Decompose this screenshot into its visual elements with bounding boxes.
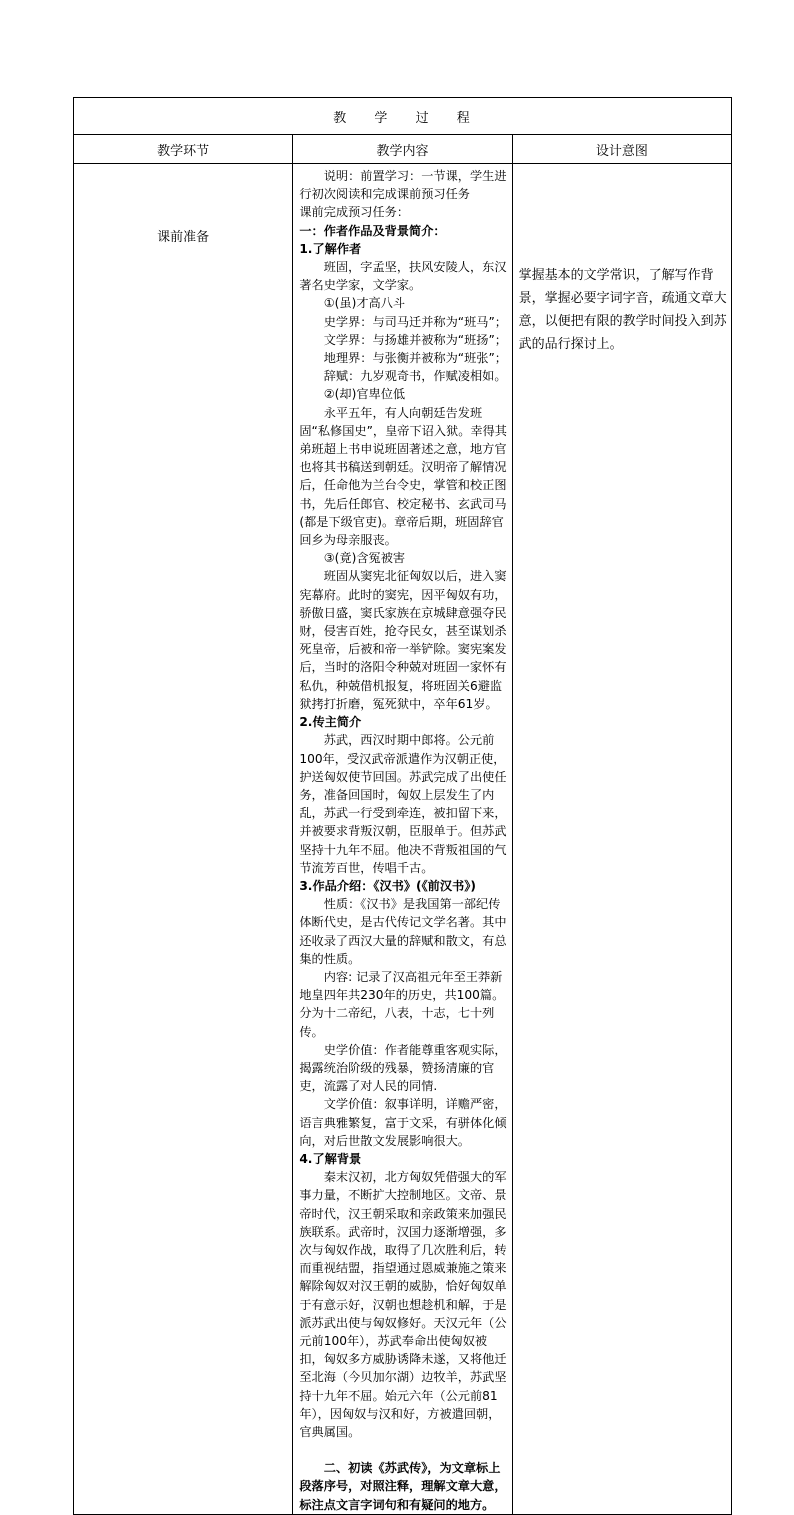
content-line: 地理界：与张衡并被称为“班张”； <box>323 351 507 366</box>
header-content: 教学内容 <box>293 135 512 164</box>
content-line: 苏武，西汉时期中郎将。公元前100年，受汉武帝派遣作为汉朝正使，护送匈奴使节回国。苏武完成了出使任务，准备回国时，匈奴上层发生了内乱，苏武一行受到牵连，被扣留下来，并被要求背叛汉朝，臣服单于。但苏武坚持十九年不屈。他决不背叛祖国的气节流芳百世，传唱千古。 <box>299 733 507 875</box>
header-stage: 教学环节 <box>74 135 293 164</box>
content-line: 秦末汉初，北方匈奴凭借强大的军事力量，不断扩大控制地区。文帝、景帝时代，汉王朝采取和亲政策来加强民族联系。武帝时，汉国力逐渐增强，多次与匈奴作战，取得了几次胜利后，转而重视结盟，指望通过恩威兼施之策来解除匈奴对汉王朝的威胁，恰好匈奴单于有意示好，汉朝也想趁机和解，于是派苏武出使与匈奴修好。天汉元年（公元前100年），苏武奉命出使匈奴被扣，匈奴多方威胁诱降未遂，又将他迁至北海（今贝加尔湖）边牧羊，苏武坚持十九年不屈。始元六年（公元前81年），因匈奴与汉和好，方被遣回朝，官典属国。 <box>299 1170 507 1440</box>
content-line: ③(竟)含冤被害 <box>323 551 406 566</box>
content-line: 二、初读《苏武传》，为文章标上段落序号，对照注释，理解文章大意，标注点文言字词句和有疑问的地方。 <box>299 1461 507 1512</box>
table-title-row <box>74 98 732 135</box>
content-line: 说明：前置学习：一节课，学生进行初次阅读和完成课前预习任务 <box>299 169 507 202</box>
table-row <box>74 164 732 1515</box>
content-line: ②(却)官卑位低 <box>323 387 406 402</box>
content-line: 课前完成预习任务： <box>299 205 410 220</box>
content-line: 4.了解背景 <box>299 1151 362 1166</box>
content-line: 文学价值：叙事详明，详赡严密，语言典雅繁复，富于文采，有骈体化倾向，对后世散文发展影响很大。 <box>299 1097 507 1148</box>
intent-cell: 掌握基本的文学常识，了解写作背景，掌握必要字词字音，疏通文章大意，以便把有限的教学时间投入到苏武的品行探讨上。 <box>512 164 731 1515</box>
content-line: 永平五年，有人向朝廷告发班固“私修国史”，皇帝下诏入狱。幸得其弟班超上书申说班固著述之意，地方官也将其书稿送到朝廷。汉明帝了解情况后，任命他为兰台令史，掌管和校正图书，先后任郎官、校定秘书、玄武司马(都是下级官吏)。章帝后期，班固辞官回乡为母亲服丧。 <box>299 405 507 548</box>
header-intent: 设计意图 <box>512 135 731 164</box>
content-line: 班固从窦宪北征匈奴以后，进入窦宪幕府。此时的窦宪，因平匈奴有功，骄傲日盛，窦氏家族在京城肆意强夺民财，侵害百姓，抢夺民女，甚至谋划杀死皇帝，后被和帝一举铲除。窦宪案发后，当时的洛阳令种兢对班固一家怀有私仇，种兢借机报复，将班固关6避监狱拷打折磨，冤死狱中，卒年61岁。 <box>299 569 507 711</box>
content-cell <box>293 164 512 1515</box>
content-line: 辞赋：九岁观奇书，作赋凌相如。 <box>323 369 507 384</box>
content-line: 2.传主简介 <box>299 715 362 730</box>
teaching-process-table <box>73 97 732 1515</box>
content-line <box>299 1441 507 1459</box>
table-header-row <box>74 135 732 164</box>
title-char: 程 <box>456 110 472 126</box>
title-char: 过 <box>415 110 431 126</box>
content-line: 性质：《汉书》是我国第一部纪传体断代史，是古代传记文学名著。其中还收录了西汉大量的辞赋和散文，有总集的性质。 <box>299 897 507 966</box>
table-title <box>74 98 732 135</box>
content-line: 一：作者作品及背景简介： <box>299 223 446 238</box>
stage-cell: 课前准备 <box>74 164 293 1515</box>
content-line: 史学界：与司马迁并称为“班马”； <box>323 314 507 329</box>
content-line: 文学界：与扬雄并被称为“班扬”； <box>323 332 507 347</box>
content-line: 1.了解作者 <box>299 241 362 256</box>
title-char: 教 <box>333 110 349 126</box>
content-line: 3.作品介绍：《汉书》(《前汉书》) <box>299 878 476 893</box>
content-line: 班固，字孟坚，扶风安陵人，东汉著名史学家，文学家。 <box>299 260 507 293</box>
content-line: 史学价值：作者能尊重客观实际，揭露统治阶级的残暴，赞扬清廉的官吏，流露了对人民的同情. <box>299 1042 507 1094</box>
content-line: ①(虽)才高八斗 <box>323 296 406 311</box>
content-line: 内容: 记录了汉高祖元年至王莽新地皇四年共230年的历史，共100篇。分为十二帝纪，八表，十志，七十列传。 <box>299 969 505 1039</box>
title-char: 学 <box>374 110 390 126</box>
